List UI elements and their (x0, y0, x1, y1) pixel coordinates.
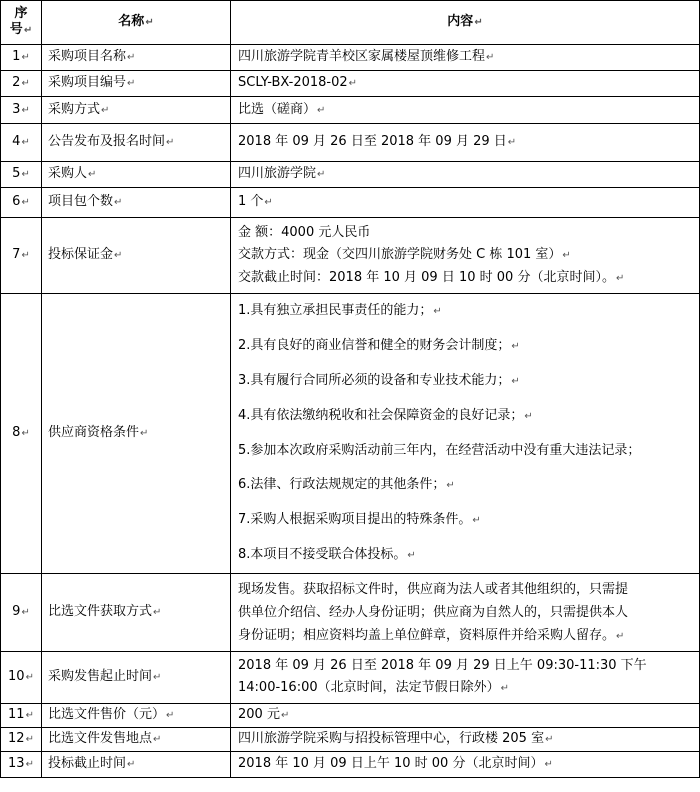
row-number: 2↵ (1, 71, 42, 97)
table-header-row (1, 1, 700, 45)
row-label: 比选文件发售地点↵ (42, 728, 231, 752)
row-number: 5↵ (1, 162, 42, 188)
row-number: 4↵ (1, 124, 42, 162)
row-number: 10↵ (1, 652, 42, 704)
row-number: 11↵ (1, 704, 42, 728)
row-value: 四川旅游学院↵ (231, 162, 700, 188)
qualification-item: 2.具有良好的商业信誉和健全的财务会计制度；↵ (238, 338, 520, 353)
row-number: 3↵ (1, 97, 42, 124)
table-row (1, 188, 700, 218)
row-number: 1↵ (1, 45, 42, 71)
row-value: 现场发售。获取招标文件时，供应商为法人或者其他组织的，只需提 供单位介绍信、经办人身份证明；供应商为自然人的，只需提供本人 身份证明；相应资料均盖上单位鲜章，资料原件并给采购人留存。↵ (231, 574, 700, 652)
row-number: 8↵ (1, 294, 42, 574)
deposit-method: 交款方式：现金（交四川旅游学院财务处 C 栋 101 室）↵ (238, 246, 571, 262)
row-value (231, 294, 700, 574)
qualification-item: 6.法律、行政法规规定的其他条件；↵ (238, 477, 455, 492)
table-row (1, 704, 700, 728)
row-label: 采购人↵ (42, 162, 231, 188)
row-label: 项目包个数↵ (42, 188, 231, 218)
row-label: 采购方式↵ (42, 97, 231, 124)
row-number: 12↵ (1, 728, 42, 752)
deposit-deadline: 交款截止时间：2018 年 10 月 09 日 10 时 00 分（北京时间）。↵ (238, 269, 625, 285)
qualification-item: 4.具有依法缴纳税收和社会保障资金的良好记录；↵ (238, 408, 533, 423)
qualification-item: 3.具有履行合同所必须的设备和专业技术能力；↵ (238, 373, 520, 388)
row-number: 9↵ (1, 574, 42, 652)
header-num: 序 号↵ (1, 1, 42, 45)
row-label: 采购项目名称↵ (42, 45, 231, 71)
qualification-item: 1.具有独立承担民事责任的能力；↵ (238, 303, 442, 318)
table-row (1, 45, 700, 71)
row-value: 四川旅游学院青羊校区家属楼屋顶维修工程↵ (231, 45, 700, 71)
row-label: 供应商资格条件↵ (42, 294, 231, 574)
row-number: 7↵ (1, 218, 42, 294)
qualification-item: 7.采购人根据采购项目提出的特殊条件。↵ (238, 512, 481, 527)
header-content: 内容↵ (231, 1, 700, 45)
row-label: 投标保证金↵ (42, 218, 231, 294)
row-value (231, 218, 700, 294)
table-row (1, 728, 700, 752)
row-value: 四川旅游学院采购与招投标管理中心，行政楼 205 室↵ (231, 728, 700, 752)
row-value: 比选（磋商）↵ (231, 97, 700, 124)
row-label: 采购发售起止时间↵ (42, 652, 231, 704)
table-row (1, 218, 700, 294)
table-row (1, 652, 700, 704)
deposit-amount: 金 额：4000 元人民币 (238, 224, 371, 240)
row-label: 比选文件售价（元）↵ (42, 704, 231, 728)
row-value: SCLY-BX-2018-02↵ (231, 71, 700, 97)
table-row (1, 294, 700, 574)
row-value: 2018 年 09 月 26 日至 2018 年 09 月 29 日上午 09:30-11:30 下午 14:00-16:00（北京时间，法定节假日除外）↵ (231, 652, 700, 704)
qualification-item: 5.参加本次政府采购活动前三年内，在经营活动中没有重大违法记录； (238, 443, 641, 458)
header-name: 名称↵ (42, 1, 231, 45)
row-number: 6↵ (1, 188, 42, 218)
row-label: 投标截止时间↵ (42, 752, 231, 778)
table-row (1, 752, 700, 778)
row-label: 比选文件获取方式↵ (42, 574, 231, 652)
table-row (1, 124, 700, 162)
qualification-item: 8.本项目不接受联合体投标。↵ (238, 547, 416, 562)
table-row (1, 97, 700, 124)
row-label: 采购项目编号↵ (42, 71, 231, 97)
row-value: 2018 年 09 月 26 日至 2018 年 09 月 29 日↵ (231, 124, 700, 162)
row-value: 2018 年 10 月 09 日上午 10 时 00 分（北京时间）↵ (231, 752, 700, 778)
table-row (1, 162, 700, 188)
row-value: 200 元↵ (231, 704, 700, 728)
table-row (1, 71, 700, 97)
row-number: 13↵ (1, 752, 42, 778)
row-label: 公告发布及报名时间↵ (42, 124, 231, 162)
table-row (1, 574, 700, 652)
row-value: 1 个↵ (231, 188, 700, 218)
